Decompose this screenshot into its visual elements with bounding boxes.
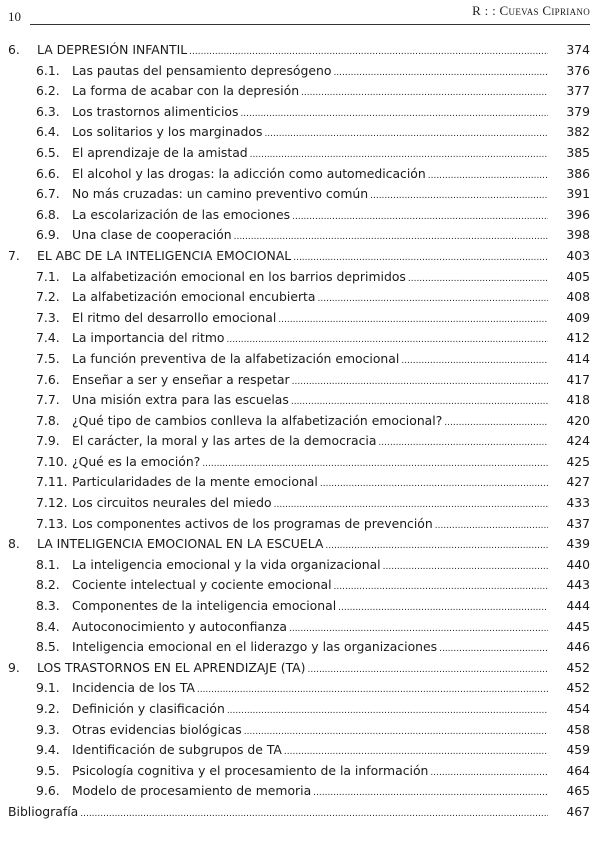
entry-page: 382 xyxy=(566,124,590,140)
toc-entry xyxy=(0,225,600,246)
entry-title: Cociente intelectual y cociente emocional xyxy=(72,577,332,593)
entry-number: 8. xyxy=(8,536,20,552)
toc-entry xyxy=(0,534,600,555)
entry-number: 7.1. xyxy=(36,268,60,284)
entry-title: Una misión extra para las escuelas xyxy=(72,392,289,408)
toc-entry xyxy=(0,205,600,226)
entry-number: 8.1. xyxy=(36,556,60,572)
entry-page: 454 xyxy=(566,701,590,716)
entry-page: 464 xyxy=(566,762,590,778)
dot-leader xyxy=(333,61,548,84)
dot-leader xyxy=(227,328,549,351)
dot-leader xyxy=(378,431,548,454)
dot-leader xyxy=(293,246,548,269)
entry-number: 9.1. xyxy=(36,680,60,696)
entry-page: 412 xyxy=(566,330,590,346)
dot-leader xyxy=(274,493,548,516)
entry-page: 398 xyxy=(566,227,590,243)
entry-number: 7. xyxy=(8,247,20,263)
entry-title: El aprendizaje de la amistad xyxy=(72,144,248,160)
entry-title: Modelo de procesamiento de memoria xyxy=(72,783,312,799)
entry-number: 6.7. xyxy=(36,186,60,202)
entry-number: 6.4. xyxy=(36,124,60,140)
dot-leader xyxy=(370,184,548,207)
entry-title: Enseñar a ser y enseñar a respetar xyxy=(72,371,290,387)
entry-page: 440 xyxy=(566,556,590,572)
entry-title: Otras evidencias biológicas xyxy=(72,721,242,737)
page-number: 10 xyxy=(8,9,21,24)
entry-number: 6.8. xyxy=(36,206,60,222)
entry-title: Identificación de subgrupos de TA xyxy=(72,742,282,758)
entry-title: LA INTELIGENCIA EMOCIONAL EN LA ESCUELA xyxy=(37,536,324,552)
entry-title: Incidencia de los TA xyxy=(72,680,195,696)
entry-number: 6.1. xyxy=(36,62,60,78)
entry-number: 6.9. xyxy=(36,227,60,243)
entry-page: 408 xyxy=(566,289,590,305)
dot-leader xyxy=(301,81,548,104)
running-head: R : : Cuevas Cipriano xyxy=(472,3,590,18)
entry-page: 437 xyxy=(566,515,590,531)
entry-page: 409 xyxy=(566,309,590,325)
entry-number: 7.9. xyxy=(36,433,60,449)
toc-entry xyxy=(0,287,600,308)
dot-leader xyxy=(338,596,548,619)
entry-page: 417 xyxy=(566,371,590,387)
toc-entry xyxy=(0,658,600,679)
dot-leader xyxy=(244,720,548,743)
entry-title: Las pautas del pensamiento depresógeno xyxy=(72,62,332,78)
dot-leader xyxy=(325,534,548,557)
toc-entry xyxy=(0,267,600,288)
entry-number: 6.6. xyxy=(36,165,60,181)
entry-number: 9.4. xyxy=(36,742,60,758)
dot-leader xyxy=(320,472,548,495)
entry-page: 414 xyxy=(566,350,590,366)
toc-entry xyxy=(0,328,600,349)
toc-entry xyxy=(0,493,600,514)
toc-entry xyxy=(0,472,600,493)
entry-title: Bibliografía xyxy=(8,803,79,819)
toc-entry xyxy=(0,308,600,329)
toc-entry xyxy=(0,781,600,802)
dot-leader xyxy=(318,287,549,310)
entry-title: La importancia del ritmo xyxy=(72,330,225,346)
entry-number: 7.10. xyxy=(36,453,68,469)
dot-leader xyxy=(278,308,548,331)
entry-page: 452 xyxy=(566,680,590,696)
toc-entry xyxy=(0,411,600,432)
entry-number: 6. xyxy=(8,42,20,57)
entry-number: 6.2. xyxy=(36,83,60,99)
dot-leader xyxy=(383,555,548,578)
entry-title: Los componentes activos de los programas de prevención xyxy=(72,515,433,531)
toc-entry xyxy=(0,761,600,782)
toc-entry xyxy=(0,514,600,535)
entry-number: 7.6. xyxy=(36,371,60,387)
dot-leader xyxy=(289,617,548,640)
entry-number: 9. xyxy=(8,659,20,675)
toc-entry xyxy=(0,246,600,267)
dot-leader xyxy=(430,761,548,784)
entry-number: 9.2. xyxy=(36,701,60,716)
entry-title: Definición y clasificación xyxy=(72,701,225,716)
entry-page: 379 xyxy=(566,103,590,119)
toc-entry xyxy=(0,122,600,143)
dot-leader xyxy=(234,225,548,248)
entry-page: 403 xyxy=(566,247,590,263)
entry-page: 391 xyxy=(566,186,590,202)
entry-number: 7.3. xyxy=(36,309,60,325)
dot-leader xyxy=(291,390,548,413)
entry-number: 7.12. xyxy=(36,495,68,511)
toc-entry xyxy=(0,699,600,720)
toc-entry xyxy=(0,637,600,658)
toc-entry xyxy=(0,555,600,576)
entry-number: 7.11. xyxy=(36,474,68,490)
entry-page: 405 xyxy=(566,268,590,284)
toc-entry xyxy=(0,61,600,82)
entry-title: Autoconocimiento y autoconfianza xyxy=(72,618,287,634)
entry-page: 443 xyxy=(566,577,590,593)
entry-page: 458 xyxy=(566,721,590,737)
entry-page: 433 xyxy=(566,495,590,511)
entry-page: 446 xyxy=(566,639,590,655)
entry-title: Componentes de la inteligencia emocional xyxy=(72,598,337,614)
entry-number: 6.3. xyxy=(36,103,60,119)
entry-page: 386 xyxy=(566,165,590,181)
toc-entry xyxy=(0,740,600,761)
entry-number: 7.8. xyxy=(36,412,60,428)
entry-page: 444 xyxy=(566,598,590,614)
dot-leader xyxy=(313,781,548,804)
dot-leader xyxy=(227,699,548,722)
toc-entry xyxy=(0,40,600,61)
toc-entry xyxy=(0,164,600,185)
entry-page: 445 xyxy=(566,618,590,634)
dot-leader xyxy=(292,370,548,393)
entry-number: 8.4. xyxy=(36,618,60,634)
entry-title: La forma de acabar con la depresión xyxy=(72,83,300,99)
entry-title: Una clase de cooperación xyxy=(72,227,232,243)
entry-title: No más cruzadas: un camino preventivo común xyxy=(72,186,369,202)
entry-title: La inteligencia emocional y la vida organizacional xyxy=(72,556,381,572)
entry-title: La escolarización de las emociones xyxy=(72,206,291,222)
dot-leader xyxy=(264,122,548,145)
entry-page: 374 xyxy=(566,42,590,57)
entry-page: 420 xyxy=(566,412,590,428)
entry-title: ¿Qué tipo de cambios conlleva la alfabetización emocional? xyxy=(72,412,443,428)
entry-number: 9.6. xyxy=(36,783,60,799)
dot-leader xyxy=(80,802,548,825)
entry-page: 424 xyxy=(566,433,590,449)
dot-leader xyxy=(408,267,548,290)
entry-title: La alfabetización emocional en los barrios deprimidos xyxy=(72,268,406,284)
entry-page: 418 xyxy=(566,392,590,408)
entry-title: Psicología cognitiva y el procesamiento de la información xyxy=(72,762,429,778)
dot-leader xyxy=(240,102,548,125)
dot-leader xyxy=(197,678,548,701)
entry-title: Los solitarios y los marginados xyxy=(72,124,263,140)
entry-page: 452 xyxy=(566,659,590,675)
dot-leader xyxy=(308,658,549,681)
toc-entry xyxy=(0,102,600,123)
dot-leader xyxy=(202,452,548,475)
entry-title: Los circuitos neurales del miedo xyxy=(72,495,272,511)
toc-entry xyxy=(0,81,600,102)
toc-entry xyxy=(0,390,600,411)
entry-number: 9.3. xyxy=(36,721,60,737)
entry-number: 8.2. xyxy=(36,577,60,593)
entry-number: 7.5. xyxy=(36,350,60,366)
entry-page: 385 xyxy=(566,144,590,160)
dot-leader xyxy=(292,205,548,228)
dot-leader xyxy=(401,349,548,372)
entry-page: 459 xyxy=(566,742,590,758)
entry-number: 7.7. xyxy=(36,392,60,408)
toc-entry xyxy=(0,184,600,205)
dot-leader xyxy=(250,143,548,166)
entry-title: El alcohol y las drogas: la adicción como automedicación xyxy=(72,165,426,181)
entry-number: 8.5. xyxy=(36,639,60,655)
entry-title: El carácter, la moral y las artes de la democracia xyxy=(72,433,377,449)
entry-page: 425 xyxy=(566,453,590,469)
dot-leader xyxy=(435,514,548,537)
toc-entry xyxy=(0,802,600,823)
entry-page: 465 xyxy=(566,783,590,799)
dot-leader xyxy=(284,740,548,763)
entry-title: Los trastornos alimenticios xyxy=(72,103,239,119)
table-of-contents xyxy=(0,40,600,823)
entry-title: Particularidades de la mente emocional xyxy=(72,474,318,490)
dot-leader xyxy=(428,164,548,187)
entry-title: La alfabetización emocional encubierta xyxy=(72,289,316,305)
entry-number: 8.3. xyxy=(36,598,60,614)
toc-entry xyxy=(0,349,600,370)
entry-number: 7.2. xyxy=(36,289,60,305)
entry-title: LOS TRASTORNOS EN EL APRENDIZAJE (TA) xyxy=(37,659,306,675)
entry-title: El ritmo del desarrollo emocional xyxy=(72,309,277,325)
entry-page: 467 xyxy=(566,803,590,819)
entry-page: 376 xyxy=(566,62,590,78)
entry-title: Inteligencia emocional en el liderazgo y las organizaciones xyxy=(72,639,438,655)
header-rule xyxy=(30,24,590,25)
toc-entry xyxy=(0,575,600,596)
entry-number: 7.13. xyxy=(36,515,68,531)
toc-entry xyxy=(0,678,600,699)
toc-entry xyxy=(0,370,600,391)
entry-page: 377 xyxy=(566,83,590,99)
dot-leader xyxy=(334,575,548,598)
toc-entry xyxy=(0,720,600,741)
toc-entry xyxy=(0,596,600,617)
dot-leader xyxy=(444,411,548,434)
toc-entry xyxy=(0,617,600,638)
dot-leader xyxy=(189,40,548,63)
entry-number: 9.5. xyxy=(36,762,60,778)
entry-title: LA DEPRESIÓN INFANTIL xyxy=(37,42,188,57)
entry-page: 439 xyxy=(566,536,590,552)
entry-title: La función preventiva de la alfabetización emocional xyxy=(72,350,400,366)
toc-entry xyxy=(0,143,600,164)
toc-entry xyxy=(0,431,600,452)
entry-title: EL ABC DE LA INTELIGENCIA EMOCIONAL xyxy=(37,247,292,263)
entry-number: 6.5. xyxy=(36,144,60,160)
entry-page: 396 xyxy=(566,206,590,222)
entry-number: 7.4. xyxy=(36,330,60,346)
toc-entry xyxy=(0,452,600,473)
entry-title: ¿Qué es la emoción? xyxy=(72,453,201,469)
entry-page: 427 xyxy=(566,474,590,490)
dot-leader xyxy=(439,637,548,660)
